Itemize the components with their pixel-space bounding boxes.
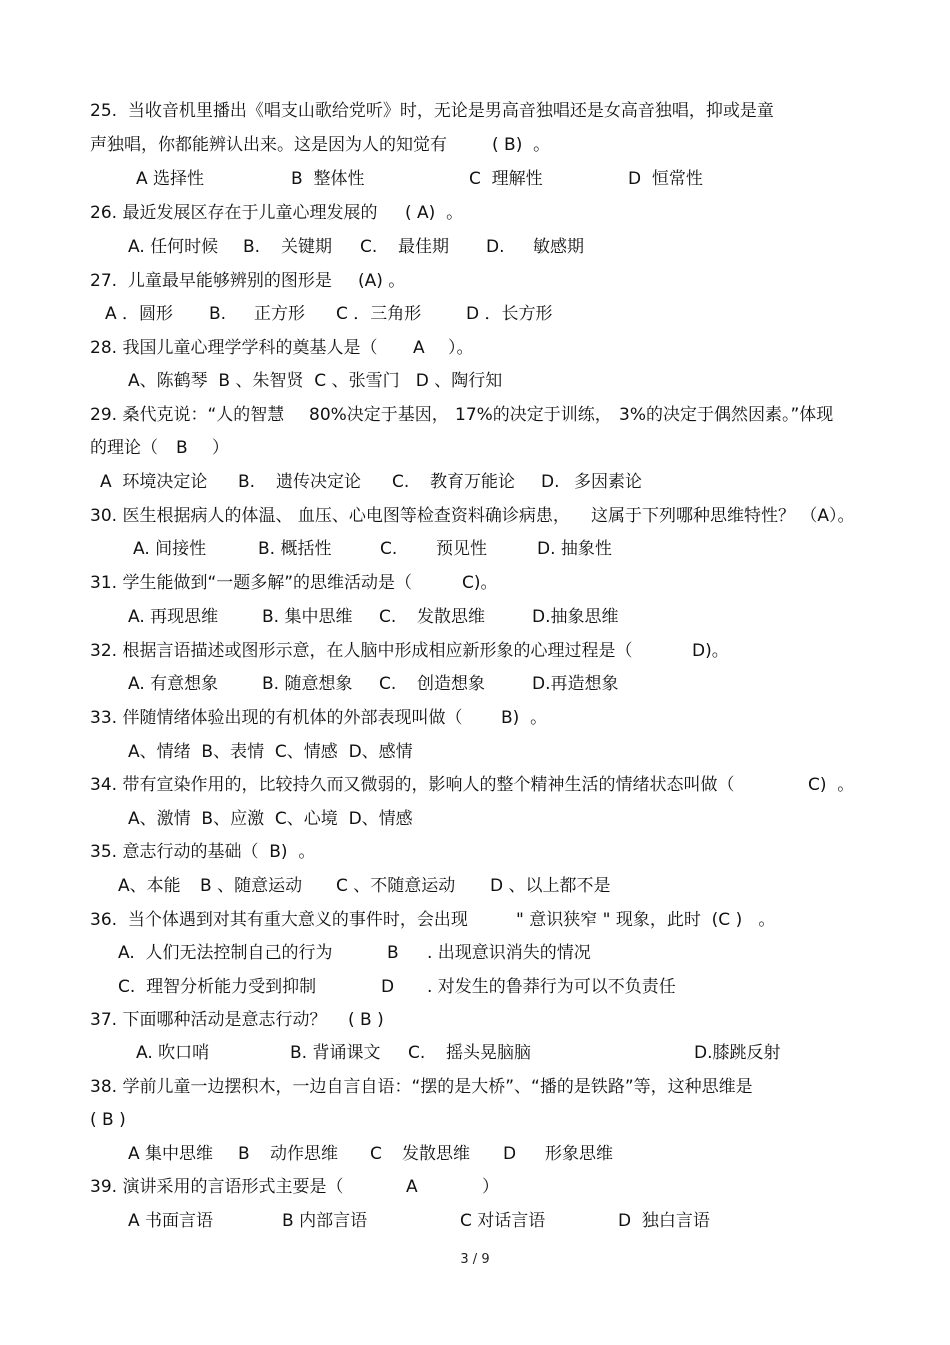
text-segment: 33. 伴随情绪体验出现的有机体的外部表现叫做（ bbox=[90, 708, 463, 728]
text-segment: B 整体性 bbox=[291, 169, 365, 189]
text-line bbox=[0, 606, 950, 628]
text-segment: " 意识狭窄 " 现象，此时 (C ) 。 bbox=[516, 910, 776, 930]
text-segment: ( B) 。 bbox=[492, 135, 551, 155]
text-segment: 发散思维 bbox=[417, 607, 485, 627]
text-line bbox=[0, 1210, 950, 1232]
text-segment: A、本能 bbox=[118, 876, 181, 896]
text-segment: C. 理智分析能力受到抑制 bbox=[118, 977, 317, 997]
text-segment: C. bbox=[360, 237, 378, 257]
text-segment: ( B ) bbox=[348, 1010, 384, 1030]
text-segment: 3%的决定于偶然因素。”体现 bbox=[619, 405, 834, 425]
text-segment: ） bbox=[482, 1177, 499, 1197]
text-line bbox=[0, 707, 950, 729]
text-line bbox=[0, 100, 950, 122]
text-line bbox=[0, 168, 950, 190]
text-segment: 26. 最近发展区存在于儿童心理发展的 bbox=[90, 203, 378, 223]
text-segment: D. 抽象性 bbox=[537, 539, 612, 559]
text-segment: 这属于下列哪种思维特性？ （A）。 bbox=[591, 506, 855, 526]
text-segment: D.抽象思维 bbox=[532, 607, 619, 627]
text-line bbox=[0, 1009, 950, 1031]
text-segment: B. bbox=[238, 472, 256, 492]
text-line bbox=[0, 572, 950, 594]
text-line bbox=[0, 909, 950, 931]
text-line bbox=[0, 236, 950, 258]
text-segment: A. 任何时候 bbox=[128, 237, 219, 257]
text-segment: B. bbox=[209, 304, 227, 324]
text-segment: 动作思维 bbox=[270, 1144, 338, 1164]
text-segment: A bbox=[406, 1177, 418, 1197]
text-segment: A bbox=[413, 338, 425, 358]
text-segment: B. 背诵课文 bbox=[290, 1043, 381, 1063]
text-segment: C. bbox=[379, 674, 397, 694]
text-segment: A、激情 B、应激 C、心境 D、情感 bbox=[128, 809, 413, 829]
text-line bbox=[0, 841, 950, 863]
text-line bbox=[0, 303, 950, 325]
text-line bbox=[0, 673, 950, 695]
text-segment: 创造想象 bbox=[417, 674, 485, 694]
text-segment: C)。 bbox=[462, 573, 498, 593]
text-segment: ( B ) bbox=[90, 1110, 126, 1130]
text-segment: 遗传决定论 bbox=[276, 472, 361, 492]
text-segment: 摇头晃脑脑 bbox=[446, 1043, 531, 1063]
text-segment: 32. 根据言语描述或图形示意，在人脑中形成相应新形象的心理过程是（ bbox=[90, 641, 633, 661]
text-segment: A. 有意想象 bbox=[128, 674, 219, 694]
text-segment: B. bbox=[243, 237, 261, 257]
text-segment: D 独白言语 bbox=[618, 1211, 710, 1231]
text-segment: A 环境决定论 bbox=[100, 472, 208, 492]
text-segment: 38. 学前儿童一边摆积木，一边自言自语：“摆的是大桥”、“播的是铁路”等，这种思维是 bbox=[90, 1077, 753, 1097]
text-segment: A、陈鹤琴 B 、朱智贤 C 、张雪门 D 、陶行知 bbox=[128, 371, 503, 391]
text-line bbox=[0, 134, 950, 156]
text-segment: A. 人们无法控制自己的行为 bbox=[118, 943, 333, 963]
text-segment: B bbox=[176, 438, 188, 458]
text-segment: D)。 bbox=[692, 641, 729, 661]
text-segment: 预见性 bbox=[436, 539, 487, 559]
text-segment: 27. 儿童最早能够辨别的图形是 bbox=[90, 271, 332, 291]
text-segment: B 、随意运动 bbox=[200, 876, 303, 896]
text-segment: B) 。 bbox=[501, 708, 548, 728]
text-segment: A、情绪 B、表情 C、情感 D、感情 bbox=[128, 742, 413, 762]
text-segment: (A) 。 bbox=[358, 271, 406, 291]
text-line bbox=[0, 1076, 950, 1098]
text-line bbox=[0, 538, 950, 560]
text-line bbox=[0, 270, 950, 292]
text-segment: D ．长方形 bbox=[466, 304, 553, 324]
text-segment: 正方形 bbox=[254, 304, 305, 324]
text-segment: D. bbox=[541, 472, 560, 492]
text-segment: D. bbox=[486, 237, 505, 257]
text-line bbox=[0, 1042, 950, 1064]
text-segment: 36. 当个体遇到对其有重大意义的事件时，会出现 bbox=[90, 910, 468, 930]
text-segment: 29. 桑代克说：“人的智慧 bbox=[90, 405, 285, 425]
text-segment: 多因素论 bbox=[574, 472, 642, 492]
text-segment: B. 集中思维 bbox=[262, 607, 353, 627]
text-segment: B bbox=[387, 943, 399, 963]
text-segment: B 内部言语 bbox=[282, 1211, 368, 1231]
text-segment: D bbox=[503, 1144, 517, 1164]
text-segment: A 选择性 bbox=[136, 169, 205, 189]
text-line bbox=[0, 337, 950, 359]
text-segment: ） bbox=[212, 438, 229, 458]
text-line bbox=[0, 976, 950, 998]
text-line bbox=[0, 774, 950, 796]
text-line bbox=[0, 404, 950, 426]
text-segment: 80%决定于基因， bbox=[309, 405, 449, 425]
text-line bbox=[0, 202, 950, 224]
text-segment: B bbox=[238, 1144, 250, 1164]
text-segment: 39. 演讲采用的言语形式主要是（ bbox=[90, 1177, 344, 1197]
text-line bbox=[0, 437, 950, 459]
text-segment: 35. 意志行动的基础（ B) 。 bbox=[90, 842, 316, 862]
text-segment: 关键期 bbox=[281, 237, 332, 257]
text-segment: D 、以上都不是 bbox=[490, 876, 611, 896]
text-segment: C bbox=[370, 1144, 382, 1164]
text-segment: 的理论（ bbox=[90, 438, 158, 458]
text-segment: 25. 当收音机里播出《唱支山歌给党听》时，无论是男高音独唱还是女高音独唱，抑或是童 bbox=[90, 101, 774, 121]
text-segment: . 对发生的鲁莽行为可以不负责任 bbox=[427, 977, 676, 997]
text-line bbox=[0, 875, 950, 897]
text-line bbox=[0, 370, 950, 392]
text-segment: 发散思维 bbox=[402, 1144, 470, 1164]
text-segment: A 书面言语 bbox=[128, 1211, 214, 1231]
text-segment: C. bbox=[379, 607, 397, 627]
text-line bbox=[0, 1109, 950, 1131]
text-segment: C ．三角形 bbox=[336, 304, 422, 324]
page-number: 3 / 9 bbox=[460, 1252, 490, 1267]
text-line bbox=[0, 942, 950, 964]
text-segment: C. bbox=[408, 1043, 426, 1063]
text-segment: 声独唱，你都能辨认出来。这是因为人的知觉有 bbox=[90, 135, 447, 155]
text-line bbox=[0, 1176, 950, 1198]
text-segment: 教育万能论 bbox=[430, 472, 515, 492]
text-line bbox=[0, 471, 950, 493]
text-segment: 最佳期 bbox=[398, 237, 449, 257]
text-line bbox=[0, 808, 950, 830]
text-segment: B. 随意想象 bbox=[262, 674, 353, 694]
text-segment: D.膝跳反射 bbox=[694, 1043, 781, 1063]
text-segment: 31. 学生能做到“一题多解”的思维活动是（ bbox=[90, 573, 413, 593]
text-segment: A 集中思维 bbox=[128, 1144, 214, 1164]
text-segment: 敏感期 bbox=[533, 237, 584, 257]
text-segment: ）。 bbox=[448, 338, 474, 358]
text-segment: A. 再现思维 bbox=[128, 607, 219, 627]
text-segment: A. 间接性 bbox=[133, 539, 207, 559]
text-segment: C 对话言语 bbox=[460, 1211, 546, 1231]
text-segment: D.再造想象 bbox=[532, 674, 619, 694]
text-segment: C 理解性 bbox=[469, 169, 543, 189]
text-segment: 30. 医生根据病人的体温、 血压、心电图等检查资料确诊病患， bbox=[90, 506, 570, 526]
text-segment: . 出现意识消失的情况 bbox=[427, 943, 591, 963]
text-segment: C) 。 bbox=[808, 775, 855, 795]
text-segment: D 恒常性 bbox=[628, 169, 703, 189]
text-line bbox=[0, 741, 950, 763]
text-segment: 37. 下面哪种活动是意志行动？ bbox=[90, 1010, 327, 1030]
text-segment: 34. 带有宣染作用的，比较持久而又微弱的，影响人的整个精神生活的情绪状态叫做（ bbox=[90, 775, 735, 795]
text-segment: 28. 我国儿童心理学学科的奠基人是（ bbox=[90, 338, 378, 358]
text-segment: C. bbox=[380, 539, 398, 559]
text-segment: C. bbox=[392, 472, 410, 492]
text-segment: A. 吹口哨 bbox=[136, 1043, 210, 1063]
text-segment: A ．圆形 bbox=[105, 304, 174, 324]
text-segment: B. 概括性 bbox=[258, 539, 332, 559]
text-segment: C 、不随意运动 bbox=[336, 876, 456, 896]
text-line bbox=[0, 505, 950, 527]
text-segment: 形象思维 bbox=[545, 1144, 613, 1164]
text-line bbox=[0, 640, 950, 662]
text-line bbox=[0, 1143, 950, 1165]
text-segment: D bbox=[381, 977, 395, 997]
text-segment: 17%的决定于训练， bbox=[455, 405, 612, 425]
text-segment: ( A) 。 bbox=[405, 203, 464, 223]
